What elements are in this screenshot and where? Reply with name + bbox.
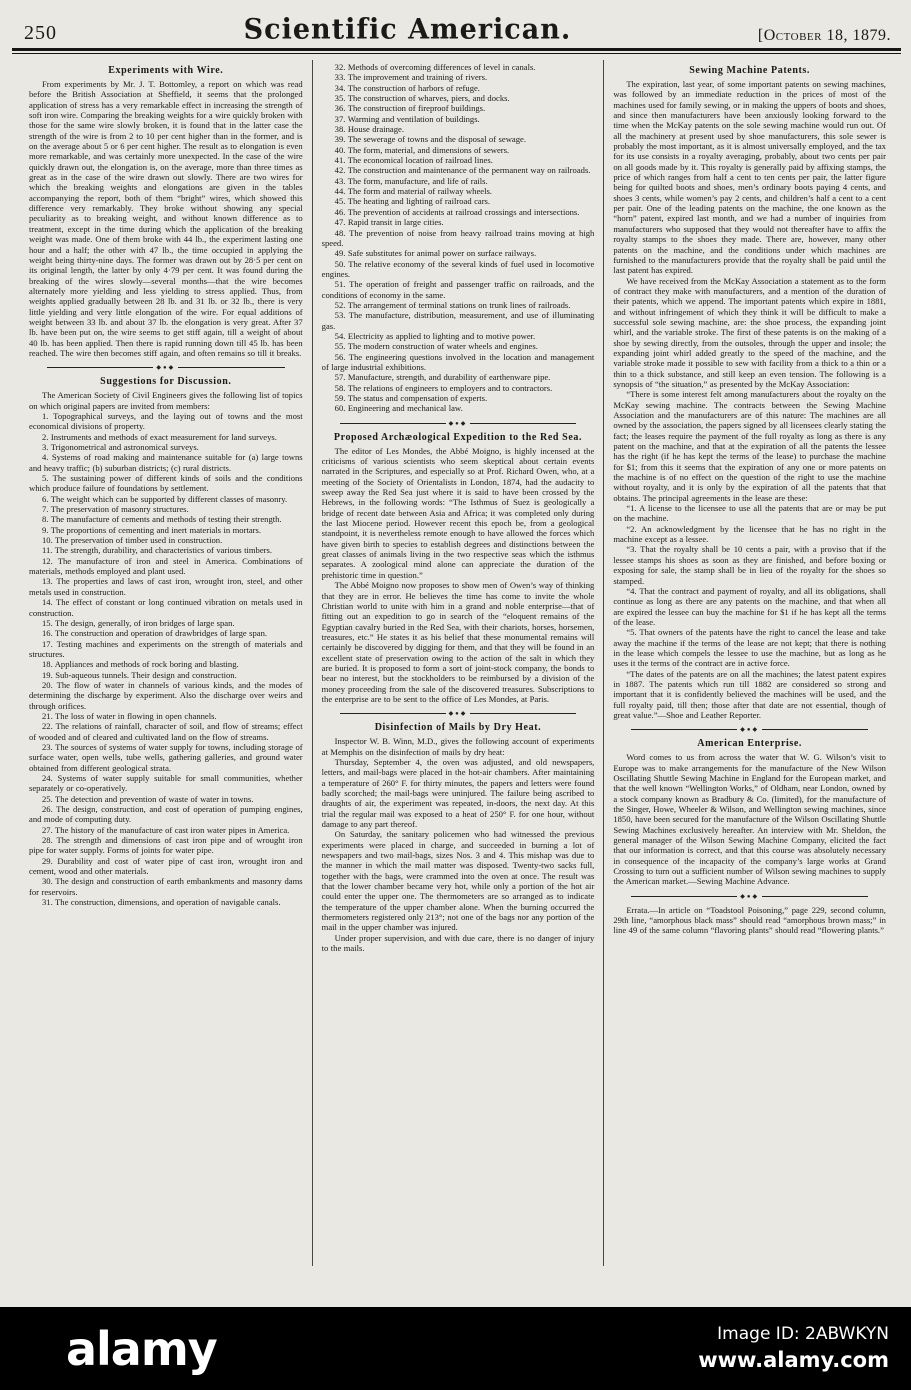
list-item: 33. The improvement and training of rivers.	[334, 72, 488, 83]
article-title-suggestions-for-discussion: Suggestions for Discussion.	[100, 376, 232, 388]
errata-note: Errata.—In article on “Toadstool Poisoning,” page 229, second column, 29th line, “amorphous black mass” should read “amorphous brown mass;” in line 49 of the same column “flavoring plants” should read “flowering plants.”	[613, 904, 886, 936]
ornament-divider: ◆●◆	[631, 893, 868, 900]
paragraph: The expiration, last year, of some important patents on sewing machines, was followed by an immediate reduction in the prices of most of the machines used for family sewing, or in making the uppers of boots and shoes, and since then manufacturers have been anxiously looking forward to the time when the McKay patents on the sole sewing machine would run out. Of all the machinery at present used by shoe manufacturers, this sole sewer is probably the most important, as it is almost universally employed, and the tax for its use consists in a royalty averaging, probably, about two cents per pair on all goods made by it. This royalty is generally paid by affixing stamps, the price of which ranges from half a cent to ten cents per pair, the latter figure being for quilted boots and shoes, men’s ordinary boots paying 4 cents, and shoes 3 cents, while women’s pay 2 cents, and children’s half a cent to a cent per pair. One of the leading patents on the machine, the one known as the “horn” patent, expired last month, and we had a number of inquiries from manufacturers who supposed that they would not thereafter have to affix the royalty stamps to the shoes they made. There are, however, many other patents on the machine, and the conditions under which machines are furnished to the manufacturers provide that the royalty shall be paid until the last patent has expired.	[613, 79, 886, 276]
paragraph: “There is some interest felt among manufacturers about the royalty on the McKay sewing machine. The contracts between the Sewing Machine Association and the manufacturers are of this nature: The machines are all owned by the association, the papers signed by all licensees clearly stating the fact; the leases require the payment of the full royalty as long as there is any patent on the machine, and that at the expiration of all the patents the lessee has the right (if he has kept the terms of the lease) to purchase the machine for $1; from this it seems that the expiration of any one or more patents on the machine is of no effect on the question of the right to use the machine without royalty, and it is only by the expiration of all the patents that that obtains. The principal agreements in the lease are these:	[613, 389, 886, 503]
list-item: 25. The detection and prevention of waste of water in towns.	[42, 793, 254, 804]
alamy-url: www.alamy.com	[698, 1347, 889, 1372]
list-item: 24. Systems of water supply suitable for small communities, whether separately or co-operatively.	[29, 773, 303, 794]
list-item: 13. The properties and laws of cast iron, wrought iron, steel, and other metals used in construction.	[29, 576, 303, 597]
list-item: 49. Safe substitutes for animal power on surface railways.	[334, 248, 537, 259]
list-item: 18. Appliances and methods of rock boring and blasting.	[42, 659, 239, 670]
list-item: 47. Rapid transit in large cities.	[334, 217, 444, 228]
column-1	[20, 60, 312, 1266]
list-item: 43. The form, manufacture, and life of rails.	[334, 175, 488, 186]
list-item: 40. The form, material, and dimensions of sewers.	[334, 144, 510, 155]
article-title-red-sea-expedition: Proposed Archæological Expedition to the Red Sea.	[333, 431, 583, 443]
list-item: 55. The modern construction of water wheels and engines.	[334, 341, 538, 352]
list-item: 21. The loss of water in flowing in open channels.	[42, 710, 217, 721]
watermark-footer-bar	[0, 1307, 911, 1390]
list-item: 48. The prevention of noise from heavy railroad trains moving at high speed.	[321, 227, 595, 248]
list-item: 34. The construction of harbors of refuge.	[334, 82, 480, 93]
article-title-disinfection-of-mails: Disinfection of Mails by Dry Heat.	[374, 722, 542, 734]
ornament-divider: ◆●◆	[631, 726, 868, 733]
list-item: 60. Engineering and mechanical law.	[334, 403, 463, 414]
list-item: 20. The flow of water in channels of various kinds, and the modes of determining the discharge by experiment. Also the discharge over weirs and through orifices.	[29, 679, 303, 711]
list-item: 32. Methods of overcoming differences of level in canals.	[334, 62, 536, 72]
paragraph: The editor of Les Mondes, the Abbé Moigno, is highly incensed at the criticisms of various scientists who seem skeptical about certain events narrated in the Scriptures, and especially so at Prof. Richard Owen, who, at a meeting of the Society of Orientalists in London, 1874, had the audacity to sweep away the Red Sea just where it is said to have been crossed by the Hebrews, in the following words: “The Isthmus of Suez is geologically a bridge of recent date between Asia and Africa; it was completed only during the last Miocene period. However recent this epoch be, from a geological standpoint, it is nevertheless remote enough to have allowed the forces which have given birth to species to establish degrees and distinctions between the great classes of animals living in the two respective seas which the isthmus separates. A zoological mind alone can appreciate the duration of the prehistoric time in question.”	[321, 445, 595, 580]
list-item: 31. The construction, dimensions, and operation of navigable canals.	[42, 897, 281, 908]
list-item: 38. House drainage.	[334, 124, 404, 135]
list-item: 50. The relative economy of the several kinds of fuel used in locomotive engines.	[321, 258, 595, 279]
discussion-topics-list-1-31	[29, 411, 303, 908]
paragraph: “5. That owners of the patents have the right to cancel the lease and take away the machine if the terms of the lease are not kept; that there is nothing in the lease which compels the lessee to use the machine, but as long as he uses it the terms of the contract are in active force.	[613, 627, 886, 669]
list-item: 26. The design, construction, and cost of operation of pumping engines, and mode of computing duty.	[29, 804, 303, 825]
discussion-topics-list-32-60	[322, 62, 595, 414]
list-item: 15. The design, generally, of iron bridges of large span.	[42, 617, 235, 628]
list-item: 36. The construction of fireproof buildings.	[334, 103, 486, 114]
paragraph: “4. That the contract and payment of royalty, and all its obligations, shall continue as long as there are any patents on the machine, and that when all are expired the lessee can buy the machine for $1 if he has kept all the terms of the lease.	[613, 585, 886, 627]
article-body-disinfection-of-mails	[322, 736, 595, 953]
ornament-divider: ◆●◆	[340, 710, 577, 717]
article-title-american-enterprise: American Enterprise.	[697, 738, 803, 750]
paragraph: The American Society of Civil Engineers gives the following list of topics on which original papers are invited from members:	[29, 390, 303, 411]
paragraph: We have received from the McKay Association a statement as to the form of contract they make with manufacturers, and a mention of the duration of their patents, which we append. The important patents which expire in 1881, and without infringement of which they think it will be difficult to make a successful sole sewing machine, are: the shoe process, the expanding joint whirl, and the variable stroke. The first of these patents is on the making of a shoe by sewing directly, from the outsoles, through the upper and insole; the expanding joint whirl added greatly to the speed of the machine, and the variable stroke made it possible to sew with facility from a thick to a thin or a thin to a thick substance, and still keep an even tension. The following is a synopsis of “the situation,” as presented by the McKay Association:	[613, 275, 886, 389]
list-item: 58. The relations of engineers to employers and to contractors.	[334, 382, 553, 393]
list-item: 8. The manufacture of cements and methods of testing their strength.	[42, 514, 282, 525]
alamy-logo: alamy	[66, 1321, 217, 1376]
paragraph: Word comes to us from across the water that W. G. Wilson’s visit to Europe was to make arrangements for the manufacture of the New Wilson Oscillating Shuttle Sewing Machine in England for the European market, and that the well known “Wellington Works,” of Oldham, near London, owned by a stock company known as Bradbury & Co. (limited), for the manufacture of the Singer, Howe, Wheeler & Wilson, and Wellington sewing machines, since 1850, have been secured for the manufacture of the Wilson Oscillating Shuttle Sewing Machines exclusively hereafter. An interview with Mr. Sheldon, the general manager of the Wilson Sewing Machine Company, elicited the fact that our information is correct, and that this course was absolutely necessary in consequence of the incapacity of the company’s large works at Grand Crossing to turn out a sufficient number of Wilson sewing machines to supply the American market.—Sewing Machine Advance.	[613, 752, 886, 887]
article-body-american-enterprise	[613, 752, 886, 886]
column-2	[312, 60, 604, 1266]
issue-date: [October 18, 1879.	[757, 27, 891, 44]
paragraph: “2. An acknowledgment by the licensee that he has no right in the machine except as a lessee.	[613, 523, 886, 545]
paragraph: Under proper supervision, and with due care, there is no danger of injury to the mails.	[321, 932, 595, 954]
page-header	[0, 0, 911, 48]
list-item: 14. The effect of constant or long continued vibration on metals used in construction.	[29, 597, 303, 618]
paragraph: “The dates of the patents are on all the machines; the latest patent expires in 1887. The patents which run till 1882 are considered so strong and important that it is confidently believed the machines will be used, and the full royalty paid, till then; those after that date are not essential, though of great value.”—Shoe and Leather Reporter.	[613, 668, 886, 720]
image-id: Image ID: 2ABWKYN	[717, 1323, 889, 1344]
paragraph: “3. That the royalty shall be 10 cents a pair, with a proviso that if the lessee stamps his shoes as soon as they are finished, and before boxing or exposing for sale, the stamp shall be in lieu of the royalty for the shoes so stamped.	[613, 544, 886, 586]
list-item: 10. The preservation of timber used in construction.	[42, 535, 223, 546]
list-item: 28. The strength and dimensions of cast iron pipe and of wrought iron pipe for water supply. Forms of joints for water pipe.	[29, 835, 303, 856]
list-item: 37. Warming and ventilation of buildings.	[334, 113, 480, 124]
image-credit	[698, 1323, 889, 1374]
list-item: 2. Instruments and methods of exact measurement for land surveys.	[42, 431, 277, 442]
ornament-divider: ◆●◆	[340, 420, 577, 427]
article-body-experiments-with-wire	[29, 79, 303, 358]
column-3	[603, 60, 895, 1266]
list-item: 39. The sewerage of towns and the disposal of sewage.	[334, 134, 526, 145]
paragraph: Inspector W. B. Winn, M.D., gives the following account of experiments at Memphis on the disinfection of mails by dry heat:	[321, 736, 595, 757]
header-rule-thick	[12, 48, 901, 51]
list-item: 12. The manufacture of iron and steel in America. Combinations of materials, methods employed and plant used.	[29, 555, 303, 577]
article-body-red-sea-expedition	[322, 446, 595, 705]
list-item: 56. The engineering questions involved in the location and management of large industrial exhibitions.	[321, 351, 595, 372]
list-item: 16. The construction and operation of drawbridges of large span.	[42, 628, 268, 639]
list-item: 53. The manufacture, distribution, measurement, and use of illuminating gas.	[321, 310, 595, 331]
paragraph: On Saturday, the sanitary policemen who had witnessed the previous experiments were placed in charge, and succeeded in burning a lot of newspapers and two mail-bags, sizes Nos. 3 and 4. This mishap was due to the manner in which the mail matter was disposed. Twenty-two sacks full, together with the bags, were crammed into the oven at once. The result was that the lower chamber became very hot, while only a portion of the hot air could enter the upper one. The thermometers are so arranged as to indicate the temperature of the upper chamber alone. When the burning occurred the thermometers registered only 213°; not one of the bags nor any portion of the mail in the upper chamber was injured.	[321, 829, 595, 933]
masthead-title: Scientific American.	[243, 13, 572, 46]
list-item: 54. Electricity as applied to lighting and to motive power.	[334, 330, 536, 341]
ornament-divider: ◆●◆	[47, 364, 285, 371]
list-item: 52. The arrangement of terminal stations on trunk lines of railroads.	[334, 299, 571, 310]
list-item: 30. The design and construction of earth embankments and masonry dams for reservoirs.	[29, 876, 303, 897]
article-title-sewing-machine-patents: Sewing Machine Patents.	[689, 65, 811, 76]
list-item: 7. The preservation of masonry structures.	[42, 504, 189, 515]
list-item: 27. The history of the manufacture of cast iron water pipes in America.	[42, 824, 290, 835]
list-item: 59. The status and compensation of experts.	[334, 393, 488, 403]
paragraph: Thursday, September 4, the oven was adjusted, and old newspapers, letters, and mail-bags were placed in the hot-air chambers. After maintaining a temperature of 260° F. for thirty minutes, the papers and letters were found badly scorched; the mail-bags were uninjured. The failure being ascribed to draughts of air, the experiment was repeated, in-doors, the next day. At this trial the regular mail was exposed to a heat of 250° F. for one hour, without damage to any part thereof.	[321, 756, 595, 830]
list-item: 46. The prevention of accidents at railroad crossings and intersections.	[334, 206, 580, 217]
article-body-sewing-machine-patents	[613, 79, 886, 720]
list-item: 29. Durability and cost of water pipe of cast iron, wrought iron and cement, wood and other materials.	[29, 855, 303, 877]
list-item: 11. The strength, durability, and characteristics of various timbers.	[42, 545, 272, 556]
list-item: 23. The sources of systems of water supply for towns, including storage of surface water, open wells, tube wells, gathering galleries, and ground water obtained from different geological strata.	[29, 741, 303, 773]
column-layout	[0, 54, 911, 1266]
list-item: 5. The sustaining power of different kinds of soils and the conditions which produce failure of foundations by settlement.	[29, 473, 303, 494]
list-item: 41. The economical location of railroad lines.	[334, 155, 493, 166]
paragraph: “1. A license to the licensee to use all the patents that are or may be put on the machine.	[613, 503, 886, 524]
list-item: 3. Trigonometrical and astronomical surveys.	[42, 442, 199, 452]
list-item: 19. Sub-aqueous tunnels. Their design and construction.	[42, 669, 237, 680]
list-item: 6. The weight which can be supported by different classes of masonry.	[42, 493, 288, 504]
paragraph: From experiments by Mr. J. T. Bottomley, a report on which was read before the British Association at Sheffield, it seems that the prolonged application of stress has a very remarkable effect in increasing the strength of soft iron wire. Comparing the breaking weights for a wire quickly broken with those for the same wire slowly broken, it is found that in the latter case the strength of the wire is from 2 to 10 per cent higher than in the former, and is on the average about 5 or 6 per cent higher. The result as to elongation is even more remarkable, and was certainly more unexpected. In the case of the wire quickly drawn out, the elongation is, on the average, more than three times as great as in the case of the wire drawn out slowly. There are two wires for which the breaking weights and elongations are given in the tables accompanying the report, both of them “bright” wires, which showed this difference very remarkably. They broke without showing any special peculiarity as to breaking weight, and without known difference as to treatment, except in the time during which the application of the breaking weight was made. One of them broke with 44 lb., the experiment lasting one hour and a half; the other with 47 lb., the time occupied in applying the weight being thirty-nine days. The former was drawn out by 28·5 per cent on its original length, the latter by only 4·79 per cent. It was found during the breaking of the wires slowly—several months—that the wire becomes alternately more yielding and less yielding to stress applied. Thus, from weights applied gradually between 28 lb. and 31 lb. or 32 lb., there is very little yielding and very little elongation of the wire. For equal additions of weight between 33 lb. and about 37 lb. the elongation is very great. After 37 lb. have been put on, the wire seems to get stiff again, till a weight of about 40 lb. has been applied. Then there is rapid running down till 45 lb. has been reached. The wire then becomes stiff again, and often remains so till it breaks.	[29, 79, 303, 358]
article-title-experiments-with-wire: Experiments with Wire.	[108, 65, 224, 76]
page-number: 250	[24, 22, 57, 44]
list-item: 57. Manufacture, strength, and durability of earthenware pipe.	[334, 372, 551, 383]
list-item: 51. The operation of freight and passenger traffic on railroads, and the conditions of economy in the same.	[321, 279, 595, 300]
list-item: 17. Testing machines and experiments on the strength of materials and structures.	[29, 638, 303, 659]
paragraph: The Abbé Moigno now proposes to show men of Owen’s way of thinking that they are in error. He believes the time has come to invite the whole Christian world to unite with him in a grand and noble enterprise—that of fitting out an expedition to go in search of the “eloquent remains of the Egyptian cavalry buried in the Red Sea, with their chariots, horses, horsemen, treasures, etc.” He states it as his belief that these monumental remains will certainly be discovered by digging for them, and that they will be found in an excellent state of preservation owing to the action of the salt in which they are buried. It is proposed to form a sort of joint-stock company, the bonds to bear no interest, but the stockholders to be reimbursed by a division of the money proceeding from the sale of the discovered treasures. Subscriptions to the enterprise are to be sent to the office of Les Mondes, at Paris.	[321, 580, 595, 704]
list-item: 22. The relations of rainfall, character of soil, and flow of streams; effect of wooded and of cleared and cultivated land on the flow of streams.	[29, 721, 303, 742]
list-item: 1. Topographical surveys, and the laying out of towns and the most economical divisions of property.	[29, 410, 303, 432]
list-item: 35. The construction of wharves, piers, and docks.	[334, 93, 510, 104]
list-item: 9. The proportions of cementing and inert materials in mortars.	[42, 524, 261, 535]
list-item: 44. The form and material of railway wheels.	[334, 186, 492, 197]
list-item: 4. Systems of road making and maintenance suitable for (a) large towns and heavy traffic; (b) suburban districts; (c) rural districts.	[29, 452, 303, 473]
list-item: 45. The heating and lighting of railroad cars.	[334, 196, 491, 207]
list-item: 42. The construction and maintenance of the permanent way on railroads.	[334, 165, 591, 176]
